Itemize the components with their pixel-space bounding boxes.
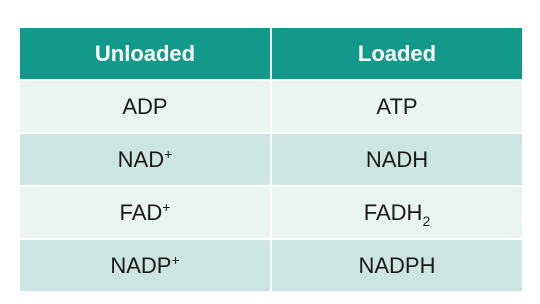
cell-loaded <box>271 239 522 292</box>
cell-loaded <box>271 186 522 239</box>
header-row <box>20 28 522 80</box>
cell-text: ATP <box>376 93 418 119</box>
cell-text: FAD <box>119 199 163 225</box>
table-row <box>20 133 522 186</box>
table-header <box>20 28 522 80</box>
cell-text: NAD <box>117 146 165 172</box>
molecule-table-container <box>20 28 522 293</box>
cell-loaded <box>271 80 522 133</box>
charge-superscript: + <box>171 251 180 268</box>
header-unloaded: Unloaded <box>20 28 271 80</box>
charge-superscript: + <box>164 145 173 162</box>
cell-unloaded <box>20 239 271 292</box>
subscript: 2 <box>422 212 431 229</box>
cell-unloaded <box>20 80 271 133</box>
cell-unloaded <box>20 133 271 186</box>
table-row <box>20 239 522 292</box>
cell-text: ADP <box>122 93 168 119</box>
cell-text: NADP <box>110 252 172 278</box>
charge-superscript: + <box>162 198 171 215</box>
table-row <box>20 80 522 133</box>
table-row <box>20 186 522 239</box>
table-body <box>20 80 522 292</box>
cell-loaded <box>271 133 522 186</box>
cell-unloaded <box>20 186 271 239</box>
cell-text: NADPH <box>358 252 436 278</box>
cell-text: NADH <box>365 146 429 172</box>
unloaded-loaded-table <box>20 28 522 293</box>
cell-text: FADH <box>363 199 423 225</box>
header-loaded: Loaded <box>271 28 522 80</box>
